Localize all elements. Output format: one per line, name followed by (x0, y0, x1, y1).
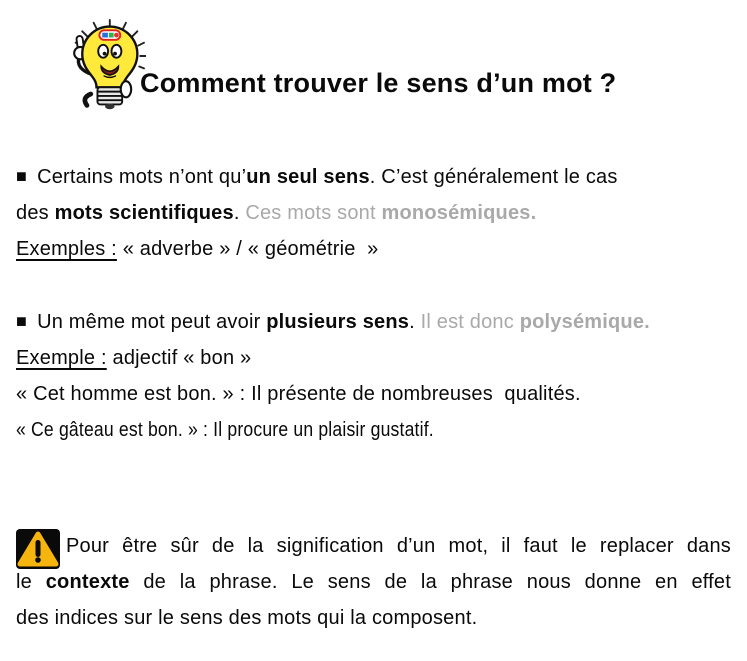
muted-text: Il est donc (420, 311, 520, 333)
text-line (16, 564, 731, 600)
bold-term: un seul sens (246, 166, 370, 188)
examples-label: Exemples : (16, 238, 117, 260)
section-monosemie (16, 159, 731, 267)
text-line (16, 231, 731, 267)
bold-term: plusieurs sens (266, 311, 410, 333)
body-text: des (16, 202, 55, 224)
example-label: Exemple : (16, 347, 107, 369)
muted-bold-term: monosémiques. (381, 202, 537, 224)
bold-term: contexte (45, 571, 130, 593)
text-line (16, 304, 731, 340)
text-line (16, 159, 731, 195)
text-line (16, 376, 731, 412)
body-text: Un même mot peut avoir (37, 311, 267, 333)
body-text: le (16, 571, 46, 593)
lightbulb-character-icon (66, 18, 146, 113)
square-bullet-icon: ■ (16, 166, 28, 186)
text-line (16, 340, 731, 376)
body-text: . C’est généralement le cas (369, 166, 618, 188)
body-text: Certains mots n’ont qu’ (37, 166, 247, 188)
text-line (16, 600, 731, 636)
text-line (16, 528, 731, 564)
body-text: adjectif « bon » (106, 347, 252, 369)
body-text: Pour être sûr de la signification d’un mot, il faut le replacer dans (66, 535, 731, 557)
body-text: . (409, 311, 421, 333)
body-text-condensed: « Ce gâteau est bon. » : Il procure un plaisir gustatif. (16, 419, 434, 441)
text-line (16, 412, 731, 448)
muted-bold-term: polysémique. (519, 311, 650, 333)
text-line (16, 195, 731, 231)
body-text: « Cet homme est bon. » : Il présente de nombreuses qualités. (16, 383, 581, 405)
body-text: de la phrase. Le sens de la phrase nous donne en effet (129, 571, 731, 593)
body-text: . (233, 202, 246, 224)
body-text: « adverbe » / « géométrie » (116, 238, 379, 260)
warning-triangle-icon (16, 529, 60, 569)
muted-text: Ces mots sont (245, 202, 382, 224)
bold-term: mots scientifiques (54, 202, 234, 224)
title-row (16, 0, 731, 113)
body-text: des indices sur le sens des mots qui la composent. (16, 607, 478, 629)
section-polysemie (16, 304, 731, 448)
page-title: Comment trouver le sens d’un mot ? (140, 68, 617, 98)
square-bullet-icon: ■ (16, 311, 28, 331)
section-warning-context (16, 528, 731, 636)
